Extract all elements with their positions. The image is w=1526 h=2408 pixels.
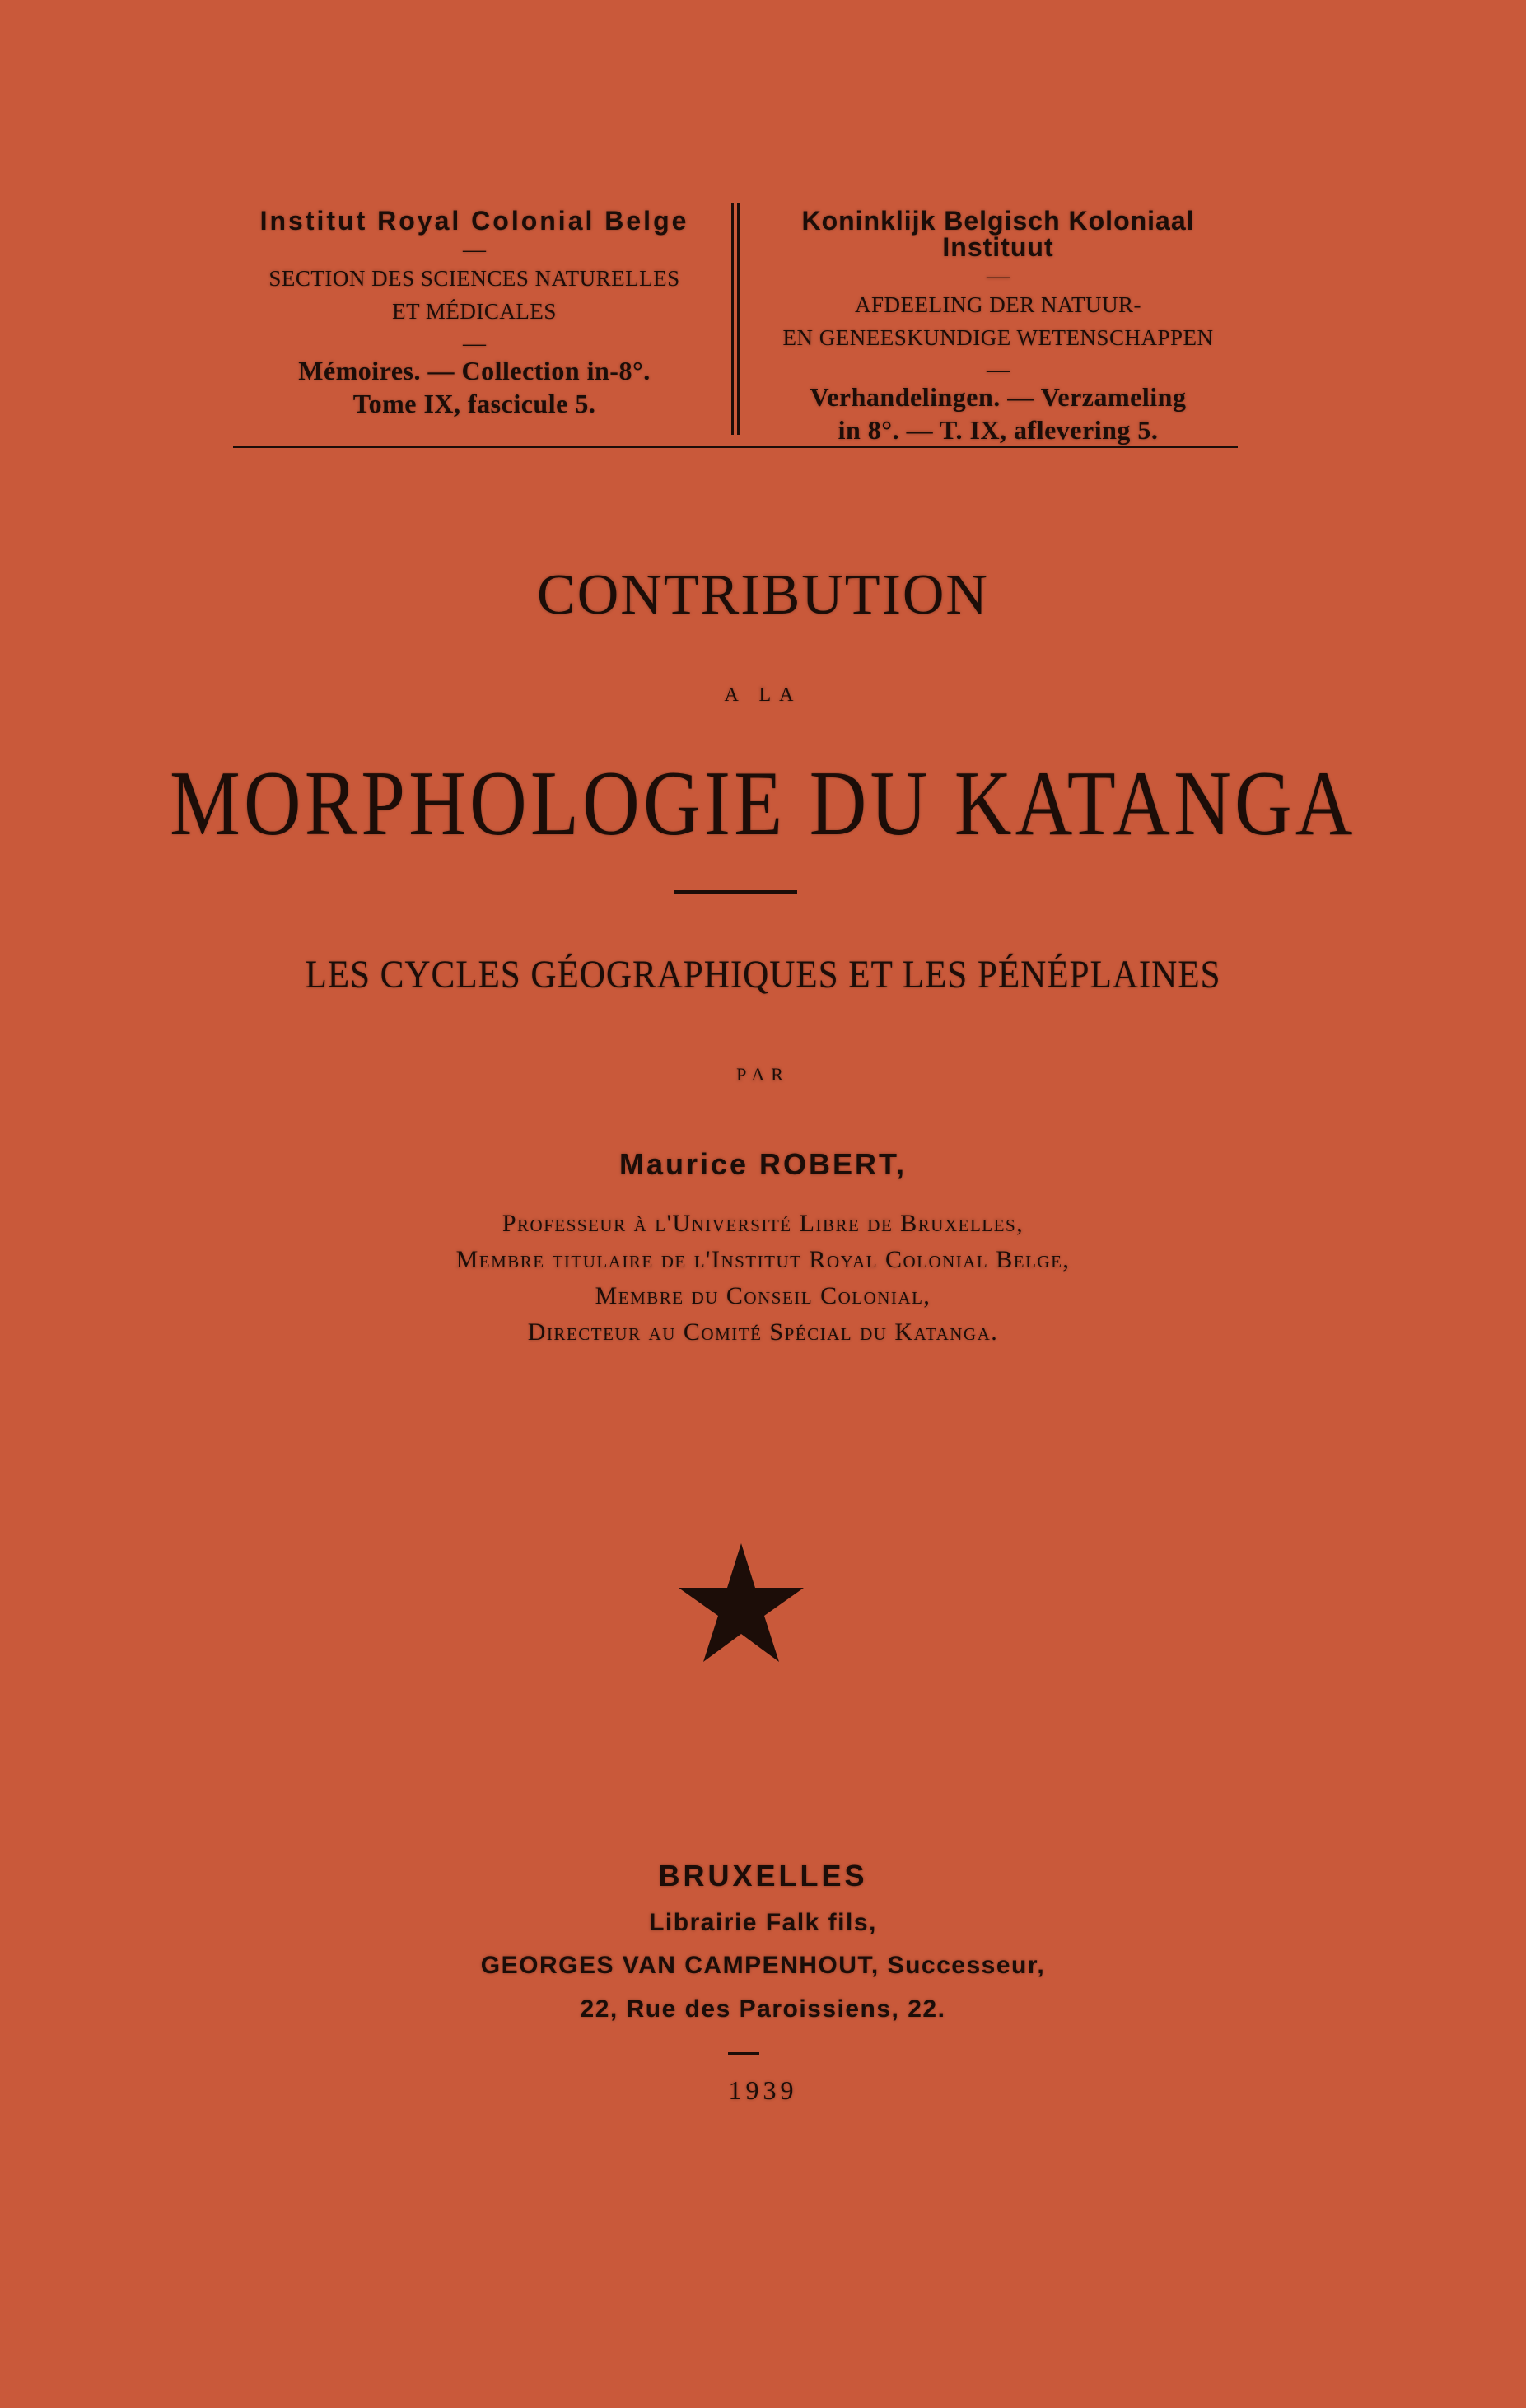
collection-info-french [222, 354, 726, 420]
publisher-name: Librairie Falk fils, [649, 1909, 877, 1936]
collection-line-2: Tome IX, fascicule 5. [352, 389, 596, 418]
title-rule [674, 890, 797, 894]
section-line-2: ET MÉDICALES [392, 299, 557, 324]
qualification-line: Membre du Conseil Colonial, [595, 1282, 931, 1309]
publication-year: 1939 [728, 2075, 798, 2105]
collection-line-1: Mémoires. — Collection in-8°. [298, 356, 651, 385]
subtitle: LES CYCLES GÉOGRAPHIQUES ET LES PÉNÉPLAINES [305, 953, 1221, 996]
header-divider [737, 203, 740, 435]
header-separator: — [463, 237, 486, 263]
institute-name-dutch: Koninklijk Belgisch Koloniaal Instituut [801, 206, 1195, 262]
title-contribution: CONTRIBUTION [537, 563, 989, 627]
author-name: Maurice ROBERT, [618, 1147, 908, 1181]
section-line-1: SECTION DES SCIENCES NATURELLES [268, 266, 680, 291]
qualification-line: Professeur à l'Université Libre de Bruxelles, [502, 1210, 1024, 1237]
header-french-column [222, 196, 726, 420]
header-separator: — [987, 357, 1010, 383]
star-icon [675, 1540, 807, 1664]
header-rule [233, 446, 1238, 448]
qualification-line: Directeur au Comité Spécial du Katanga. [527, 1318, 999, 1346]
by-label: PAR [736, 1064, 790, 1085]
qualification-line: Membre titulaire de l'Institut Royal Colonial Belge, [455, 1246, 1071, 1273]
main-title: MORPHOLOGIE DU KATANGA [170, 753, 1356, 855]
year-separator [728, 2052, 759, 2055]
publisher-city: BRUXELLES [658, 1859, 868, 1892]
collection-line-1: Verhandelingen. — Verzameling [810, 382, 1187, 412]
header-separator: — [463, 331, 486, 357]
section-line-2: EN GENEESKUNDIGE WETENSCHAPPEN [782, 325, 1214, 350]
publisher-successor: GEORGES VAN CAMPENHOUT, Successeur, [480, 1952, 1046, 1979]
section-name-french [222, 262, 726, 328]
author-qualifications [0, 1206, 1526, 1351]
section-line-1: AFDEELING DER NATUUR- [855, 292, 1141, 317]
publisher-address: 22, Rue des Paroissiens, 22. [580, 1995, 946, 2023]
institute-name-french: Institut Royal Colonial Belge [259, 206, 689, 236]
header-divider [731, 203, 734, 435]
collection-info-dutch [746, 380, 1250, 446]
header-separator: — [987, 264, 1010, 289]
section-name-dutch [746, 288, 1250, 354]
series-header [222, 196, 1252, 443]
header-dutch-column [746, 196, 1250, 446]
collection-line-2: in 8°. — T. IX, aflevering 5. [838, 415, 1159, 445]
title-a-la: A LA [724, 684, 802, 706]
